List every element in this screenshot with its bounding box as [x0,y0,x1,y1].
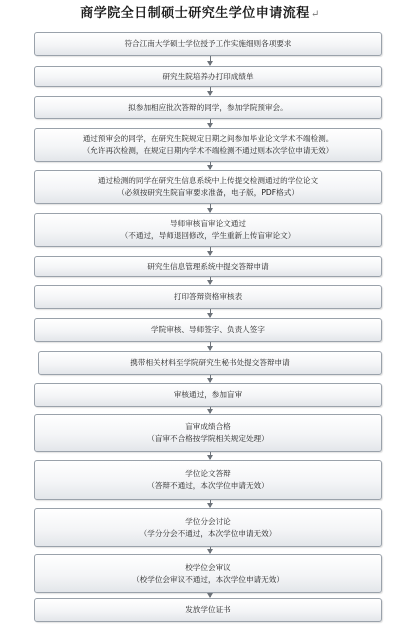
flow-step-7 [34,256,382,277]
step-note: （允许再次检测，在规定日期内学术不端检测不通过则本次学位申请无效） [82,146,334,155]
flow-arrow-2 [210,87,211,95]
flow-step-2 [34,66,382,87]
step-text: 盲审成绩合格 [185,422,231,431]
step-note: （学分分会不通过，本次学位申请无效） [139,528,277,538]
step-text: 校学位会审议 [185,562,231,572]
flow-step-3 [34,96,382,119]
flow-step-8 [34,285,382,309]
step-note: （校学位会审议不通过，本次学位申请无效） [132,574,284,584]
flow-arrow-13 [210,500,211,507]
flow-arrow-5 [210,204,211,212]
flow-arrow-7 [210,277,211,284]
step-text: 打印答辩资格审核表 [173,292,243,301]
flow-arrow-11 [210,407,211,413]
step-text: 学院审核、导师签字、负责人签字 [151,325,265,334]
flow-arrow-12 [210,452,211,459]
step-note: （必须按研究生院盲审要求准备，电子版，PDF格式） [117,188,299,197]
flow-step-14 [34,508,382,547]
flow-step-12 [34,414,382,452]
flow-arrow-10 [210,375,211,382]
flow-step-15 [34,554,382,593]
step-text: 拟参加相应批次答辩的同学，参加学院预审会。 [128,102,288,112]
step-text: 符合江南大学硕士学位授予工作实施细则各项要求 [124,39,292,48]
title-text: 商学院全日制硕士研究生学位申请流程 [80,6,310,21]
step-text: 通过检测的同学在研究生信息系统中上传提交检测通过的学位论文 [97,176,319,185]
flow-step-5 [34,170,382,204]
paragraph-mark-icon: ↵ [310,9,320,20]
step-text: 审核通过，参加盲审 [173,390,243,399]
flow-step-6 [34,213,382,247]
flow-step-1 [34,32,382,56]
flow-arrow-3 [210,119,211,127]
flow-step-16 [34,598,382,622]
flow-step-13 [34,460,382,500]
step-text: 研究生信息管理系统中提交答辩申请 [147,261,269,271]
flow-arrow-15 [210,593,211,597]
page-title [0,2,400,21]
flow-arrow-4 [210,162,211,169]
step-text: 携带相关材料至学院研究生秘书处提交答辩申请 [130,358,290,367]
step-text: 导师审核盲审论文通过 [170,219,246,228]
flow-step-9 [34,318,382,342]
flow-step-10 [38,351,382,375]
flow-arrow-9 [210,342,211,350]
step-text: 通过预审会的同学，在研究生院规定日期之间参加毕业论文学术不端检测。 [82,134,334,143]
step-text: 研究生院培养办打印成绩单 [162,71,254,81]
flow-arrow-8 [210,309,211,317]
step-note: （不通过，导师退回修改，学生重新上传盲审论文） [120,231,296,240]
step-text: 学位分会讨论 [185,516,231,526]
step-note: （盲审不合格按学院相关规定处理） [147,434,269,443]
step-text: 学位论文答辩 [185,469,231,478]
flow-arrow-14 [210,547,211,553]
step-note: （答辩不通过，本次学位申请无效） [147,481,269,490]
step-text: 发放学位证书 [185,605,231,614]
flow-step-4 [34,128,382,162]
flow-arrow-1 [210,56,211,65]
flow-step-11 [34,383,382,407]
flow-arrow-6 [210,247,211,255]
